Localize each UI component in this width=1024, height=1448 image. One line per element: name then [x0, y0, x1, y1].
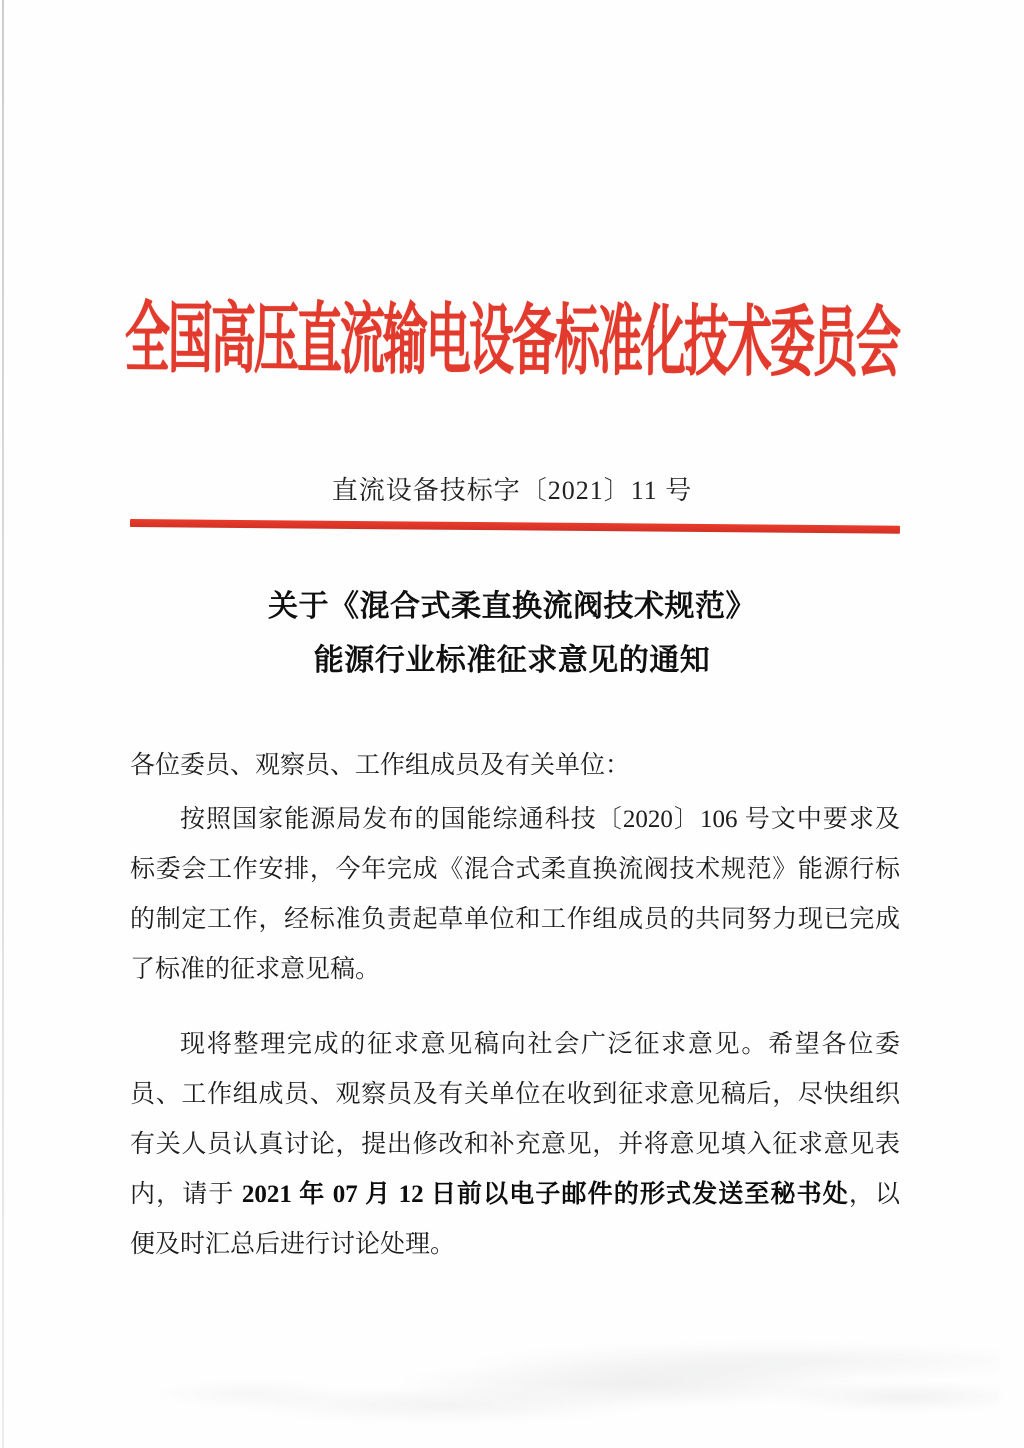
paragraph-1 — [130, 795, 900, 995]
organization-title: 全国高压直流输电设备标准化技术委员会 — [124, 295, 900, 387]
body-line: 的制定工作，经标准负责起草单位和工作组成员的共同努力现已完成 — [130, 906, 900, 933]
letterhead — [110, 285, 914, 387]
body-line: 员、工作组成员、观察员及有关单位在收到征求意见稿后，尽快组织 — [130, 1081, 900, 1108]
body-line: 了标准的征求意见稿。 — [130, 956, 381, 983]
page-bleed-through-artifact — [40, 1305, 1000, 1440]
body-line: 有关人员认真讨论，提出修改和补充意见，并将意见填入征求意见表 — [130, 1131, 900, 1158]
salutation-line: 各位委员、观察员、工作组成员及有关单位： — [130, 752, 631, 779]
scan-edge-artifact — [2, 0, 4, 1448]
paragraph-2 — [130, 1020, 900, 1270]
body-line: 标委会工作安排，今年完成《混合式柔直换流阀技术规范》能源行标 — [130, 856, 900, 883]
deadline-bold-text: 2021 年 07 月 12 日前以电子邮件的形式发送至秘书处 — [241, 1181, 849, 1208]
body-line: 按照国家能源局发布的国能综通科技〔2020〕106 号文中要求及 — [180, 806, 900, 833]
body-line: 便及时汇总后进行讨论处理。 — [130, 1231, 456, 1258]
body-line-deadline — [130, 1170, 900, 1220]
notice-title-line-1: 关于《混合式柔直换流阀技术规范》 — [268, 590, 756, 623]
red-separator-rule — [130, 519, 900, 534]
document-reference-number: 直流设备技标字〔2021〕11 号 — [331, 476, 693, 505]
deadline-suffix: ，以 — [848, 1181, 900, 1208]
deadline-prefix: 内，请于 — [130, 1181, 242, 1208]
notice-title — [0, 580, 1024, 688]
body-line: 现将整理完成的征求意见稿向社会广泛征求意见。希望各位委 — [180, 1031, 900, 1058]
notice-title-line-2: 能源行业标准征求意见的通知 — [313, 644, 711, 677]
